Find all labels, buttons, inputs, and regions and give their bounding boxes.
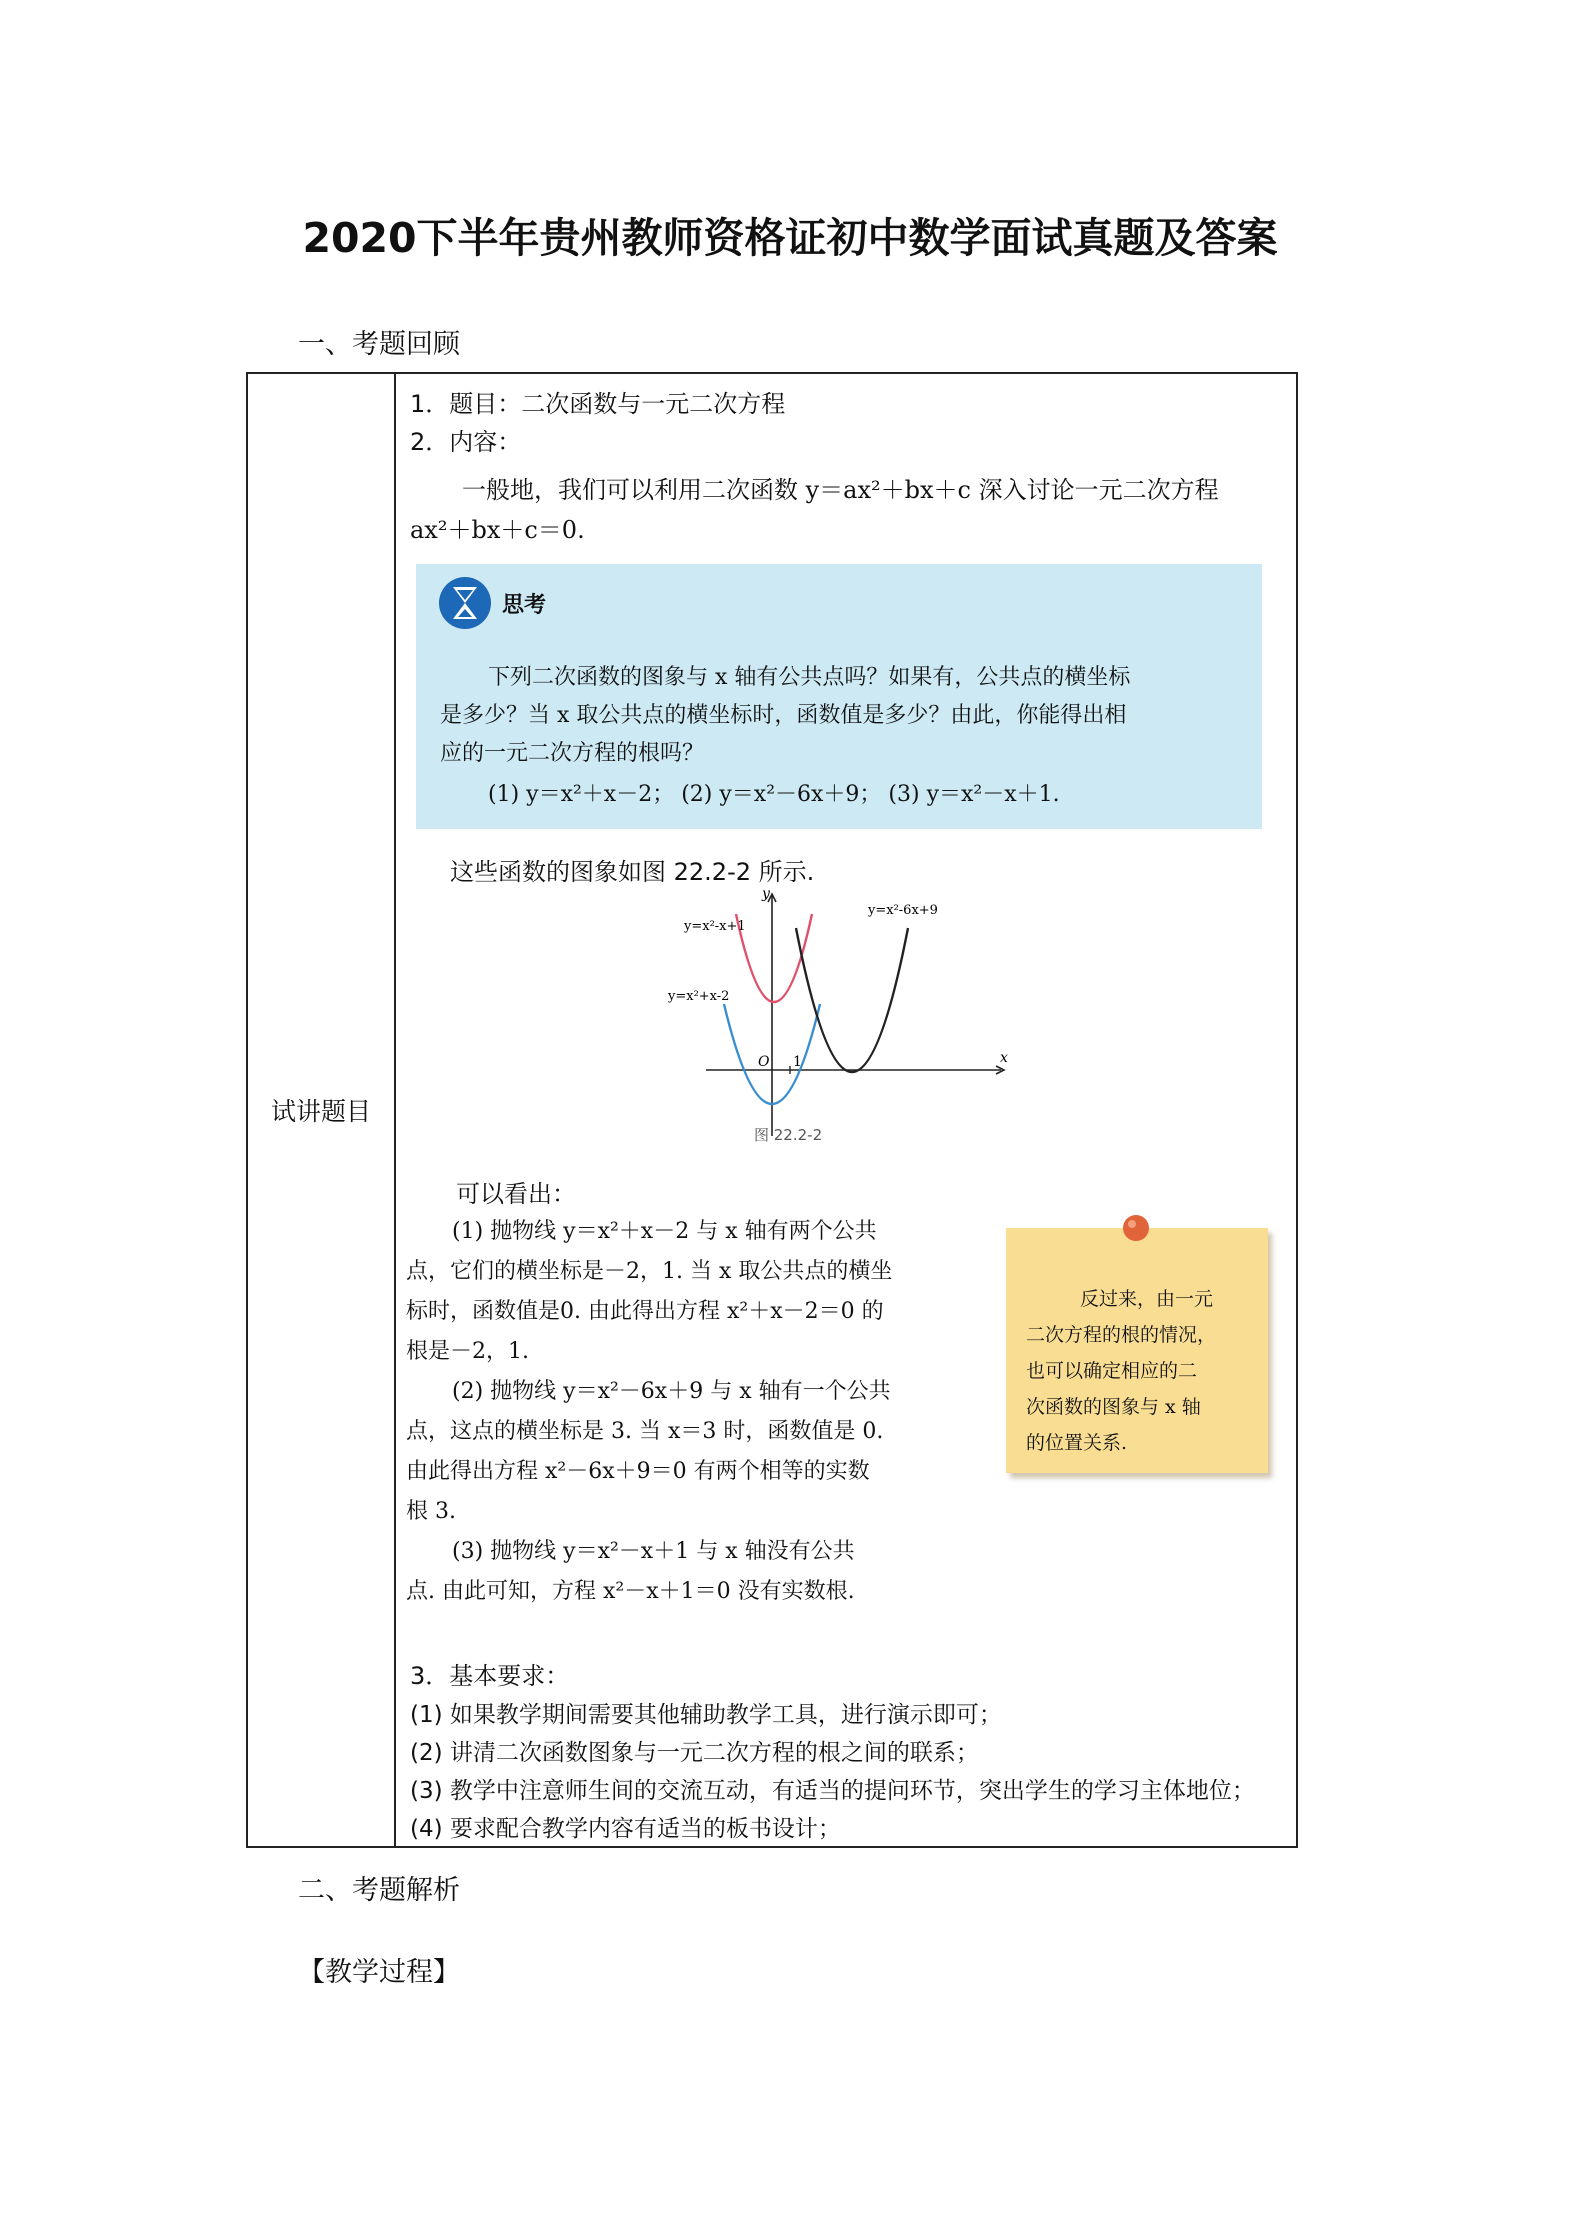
observe-heading: 可以看出： <box>456 1180 576 1208</box>
curve-x2-x-1 <box>736 914 812 1002</box>
hourglass-icon <box>438 576 492 630</box>
requirement-1: (1) 如果教学期间需要其他辅助教学工具，进行演示即可； <box>410 1702 1002 1728</box>
topic-line: 1．题目：二次函数与一元二次方程 <box>410 390 786 418</box>
table-label: 试讲题目 <box>247 373 395 1847</box>
think-line-3: 应的一元二次方程的根吗？ <box>440 741 705 766</box>
tick-label-1: 1 <box>793 1054 802 1070</box>
section-heading-review: 一、考题回顾 <box>298 329 460 360</box>
sticky-note <box>1006 1228 1268 1473</box>
think-line-4: (1) y＝x²＋x－2； (2) y＝x²－6x＋9； (3) y＝x²－x＋1. <box>488 782 1060 807</box>
observe-p2-line-2: 点，这点的横坐标是 3. 当 x＝3 时，函数值是 0. <box>406 1419 884 1444</box>
teaching-process-heading: 【教学过程】 <box>298 1957 460 1988</box>
label-curve-x2-6x-9: y=x²-6x+9 <box>868 903 938 918</box>
observe-p2-line-3: 由此得出方程 x²－6x＋9＝0 有两个相等的实数 <box>406 1459 870 1484</box>
pushpin-icon <box>1118 1210 1154 1246</box>
observe-p1-line-4: 根是－2，1. <box>406 1339 529 1364</box>
observe-p2-line-1: (2) 抛物线 y＝x²－6x＋9 与 x 轴有一个公共 <box>452 1379 891 1404</box>
observe-p1-line-3: 标时，函数值是0. 由此得出方程 x²＋x－2＝0 的 <box>406 1299 884 1324</box>
requirement-4: (4) 要求配合教学内容有适当的板书设计； <box>410 1816 841 1842</box>
section-heading-analysis: 二、考题解析 <box>298 1875 460 1906</box>
think-line-2: 是多少？当 x 取公共点的横坐标时，函数值是多少？由此，你能得出相 <box>440 703 1127 728</box>
figure-caption: 图 22.2-2 <box>754 1126 823 1144</box>
page-title: 2020下半年贵州教师资格证初中数学面试真题及答案 <box>302 214 1278 262</box>
requirements-heading: 3．基本要求： <box>410 1662 570 1690</box>
requirement-2: (2) 讲清二次函数图象与一元二次方程的根之间的联系； <box>410 1740 979 1766</box>
think-box <box>416 564 1262 829</box>
origin-label: O <box>758 1054 770 1070</box>
note-line-2: 二次方程的根的情况， <box>1026 1324 1217 1346</box>
observe-p1-line-2: 点，它们的横坐标是－2，1. 当 x 取公共点的横坐 <box>406 1259 893 1284</box>
intro-line-1: 一般地，我们可以利用二次函数 y＝ax²＋bx＋c 深入讨论一元二次方程 <box>462 476 1219 504</box>
note-line-1: 反过来，由一元 <box>1080 1288 1214 1310</box>
observe-p3-line-1: (3) 抛物线 y＝x²－x＋1 与 x 轴没有公共 <box>452 1539 855 1564</box>
curve-x2-6x-9 <box>796 928 908 1072</box>
figure-intro: 这些函数的图象如图 22.2-2 所示. <box>450 858 815 886</box>
note-line-5: 的位置关系. <box>1026 1432 1128 1454</box>
observe-p1-line-1: (1) 抛物线 y＝x²＋x－2 与 x 轴有两个公共 <box>452 1219 877 1244</box>
observe-p3-line-2: 点. 由此可知，方程 x²－x＋1＝0 没有实数根. <box>406 1579 855 1604</box>
think-line-1: 下列二次函数的图象与 x 轴有公共点吗？如果有，公共点的横坐标 <box>488 665 1131 690</box>
exam-table <box>246 372 1298 1848</box>
content-heading: 2．内容： <box>410 428 522 456</box>
observe-p2-line-4: 根 3. <box>406 1499 456 1524</box>
think-heading: 思考 <box>502 593 547 618</box>
table-content <box>395 373 1297 1847</box>
x-axis-label: x <box>1000 1050 1008 1066</box>
label-curve-x2-x-1: y=x²-x+1 <box>684 919 746 934</box>
note-line-3: 也可以确定相应的二 <box>1026 1360 1198 1382</box>
label-curve-x2-x-2: y=x²+x-2 <box>668 989 730 1004</box>
requirement-3: (3) 教学中注意师生间的交流互动，有适当的提问环节，突出学生的学习主体地位； <box>410 1778 1255 1804</box>
y-axis-label: y <box>762 886 770 902</box>
intro-line-2: ax²＋bx＋c＝0. <box>410 516 585 544</box>
parabola-graph <box>668 884 1016 1144</box>
note-line-4: 次函数的图象与 x 轴 <box>1026 1396 1201 1418</box>
